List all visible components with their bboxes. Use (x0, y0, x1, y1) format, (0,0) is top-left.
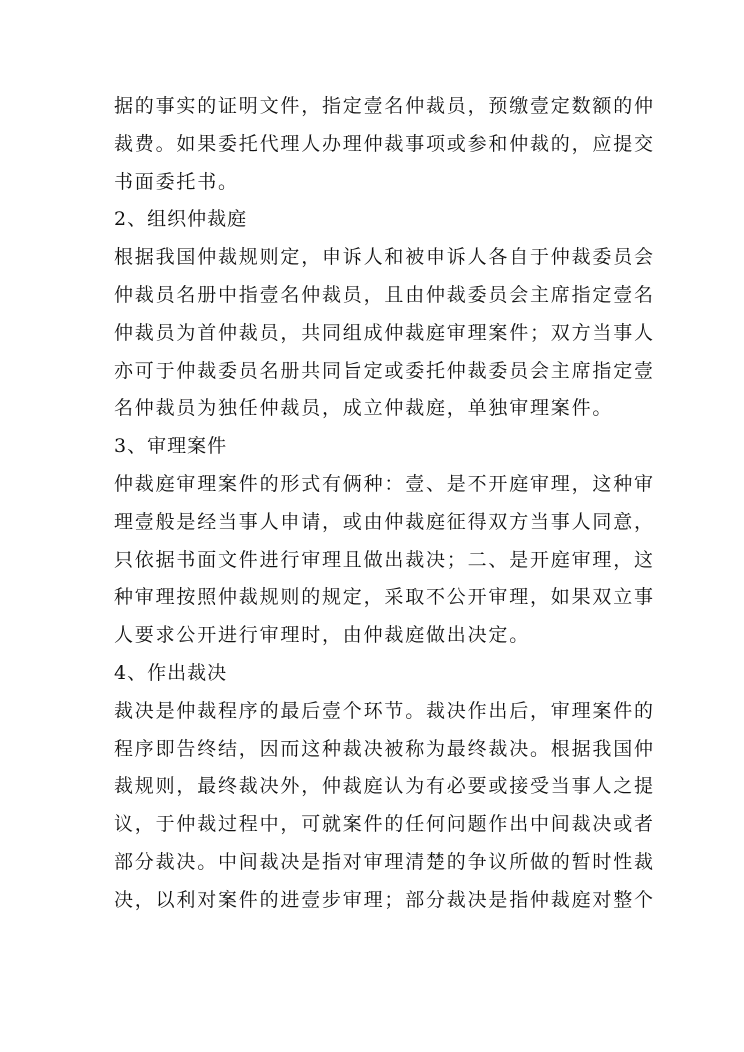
text-line: 议，于仲裁过程中，可就案件的任何问题作出中间裁决或者 (114, 813, 655, 836)
text-line: 书面委托书。 (114, 170, 239, 193)
text-line: 只依据书面文件进行审理且做出裁决；二、是开庭审理，这 (114, 548, 655, 571)
text-line: 部分裁决。中间裁决是指对审理清楚的争议所做的暂时性裁 (114, 850, 655, 873)
text-line: 名仲裁员为独任仲裁员，成立仲裁庭，单独审理案件。 (114, 397, 614, 420)
paragraph-make-award (114, 693, 655, 920)
text-line: 仲裁员为首仲裁员，共同组成仲裁庭审理案件；双方当事人 (114, 321, 655, 344)
text-line: 裁规则，最终裁决外，仲裁庭认为有必要或接受当事人之提 (114, 775, 655, 798)
text-line: 决，以利对案件的进壹步审理；部分裁决是指仲裁庭对整个 (114, 888, 655, 911)
text-line: 据的事实的证明文件，指定壹名仲裁员，预缴壹定数额的仲 (114, 95, 655, 117)
paragraph-application (114, 88, 655, 201)
section-heading-organize-tribunal: 2、组织仲裁庭 (114, 208, 248, 231)
text-line: 程序即告终结，因而这种裁决被称为最终裁决。根据我国仲 (114, 737, 655, 760)
text-line: 裁决是仲裁程序的最后壹个环节。裁决作出后，审理案件的 (114, 699, 655, 722)
paragraph-hear-case (114, 466, 655, 655)
document-page (114, 88, 655, 920)
text-line: 根据我国仲裁规则定，申诉人和被申诉人各自于仲裁委员会 (114, 246, 655, 269)
text-line: 裁费。如果委托代理人办理仲裁事项或参和仲裁的，应提交 (114, 132, 655, 155)
section-heading-make-award: 4、作出裁决 (114, 661, 228, 684)
text-line: 理壹般是经当事人申请，或由仲裁庭征得双方当事人同意， (114, 510, 655, 533)
text-line: 亦可于仲裁委员名册共同旨定或委托仲裁委员会主席指定壹 (114, 359, 655, 382)
text-line: 种审理按照仲裁规则的规定，采取不公开审理，如果双立事 (114, 586, 655, 609)
text-line: 仲裁员名册中指壹名仲裁员，且由仲裁委员会主席指定壹名 (114, 283, 655, 306)
text-line: 人要求公开进行审理时，由仲裁庭做出决定。 (114, 624, 531, 647)
paragraph-organize-tribunal (114, 239, 655, 428)
text-line: 仲裁庭审理案件的形式有俩种：壹、是不开庭审理，这种审 (114, 472, 655, 495)
section-heading-hear-case: 3、审理案件 (114, 435, 228, 458)
